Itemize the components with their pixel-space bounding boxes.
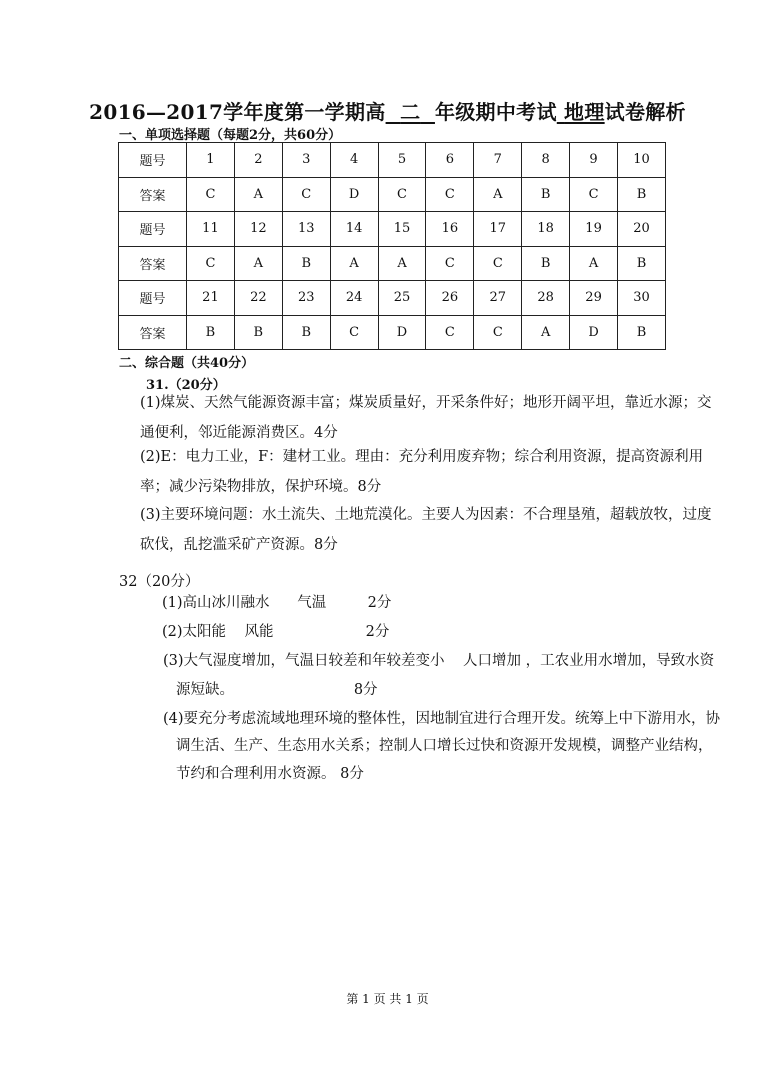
title-middle: 年级期中考试	[434, 100, 557, 124]
section1-heading: 一、单项选择题（每题2分，共60分）	[119, 128, 342, 143]
table-cell: 6	[426, 143, 474, 178]
table-cell: 9	[570, 143, 618, 178]
table-cell: C	[187, 177, 235, 212]
table-cell: B	[522, 246, 570, 281]
table-row	[119, 281, 666, 316]
table-cell: A	[234, 177, 282, 212]
table-cell: C	[426, 177, 474, 212]
table-cell: B	[282, 246, 330, 281]
table-cell: 16	[426, 212, 474, 247]
page-title	[0, 96, 775, 125]
q31-answer-2: (2)E：电力工业，F：建材工业。理由：充分利用废弃物；综合利用资源，提高资源利用率；减少污染物排放，保护环境。8分	[140, 449, 704, 495]
q32-answer-4b: 调生活、生产、生态用水关系；控制人口增长过快和资源开发规模，调整产业结构，	[176, 738, 713, 754]
table-cell: A	[378, 246, 426, 281]
table-cell: 8	[522, 143, 570, 178]
q31-heading: 31.（20分）	[146, 378, 226, 393]
table-cell: 2	[234, 143, 282, 178]
table-cell: 19	[570, 212, 618, 247]
table-cell: 12	[234, 212, 282, 247]
table-cell: B	[618, 246, 666, 281]
table-cell: C	[330, 315, 378, 350]
row-label: 题号	[119, 143, 187, 178]
q32-heading: 32（20分）	[119, 574, 200, 590]
table-cell: A	[522, 315, 570, 350]
table-cell: C	[570, 177, 618, 212]
table-cell: B	[618, 315, 666, 350]
table-cell: 18	[522, 212, 570, 247]
table-cell: 15	[378, 212, 426, 247]
table-cell: A	[474, 177, 522, 212]
table-cell: 1	[187, 143, 235, 178]
title-suffix: 试卷解析	[604, 100, 686, 124]
table-cell: C	[282, 177, 330, 212]
table-cell: C	[426, 246, 474, 281]
title-subject	[557, 100, 605, 124]
title-subject-text: 地理	[564, 100, 605, 124]
table-cell: 5	[378, 143, 426, 178]
table-cell: 25	[378, 281, 426, 316]
q31-answer-1: (1)煤炭、天然气能源资源丰富；煤炭质量好，开采条件好；地形开阔平坦，靠近水源；交通便利，邻近能源消费区。4分	[140, 395, 712, 441]
q32-answer-3b: 源短缺。 8分	[176, 682, 378, 698]
row-label: 题号	[119, 281, 187, 316]
table-cell: 3	[282, 143, 330, 178]
table-row	[119, 246, 666, 281]
table-cell: A	[330, 246, 378, 281]
q32-answer-3a: (3)大气湿度增加，气温日较差和年较差变小 人口增加 ，工农业用水增加，导致水资	[163, 653, 715, 669]
table-cell: 17	[474, 212, 522, 247]
q32-answer-4a: (4)要充分考虑流域地理环境的整体性，因地制宜进行合理开发。统筹上中下游用水，协	[163, 711, 721, 727]
table-cell: D	[330, 177, 378, 212]
table-cell: 4	[330, 143, 378, 178]
table-cell: D	[570, 315, 618, 350]
table-cell: 11	[187, 212, 235, 247]
row-label: 题号	[119, 212, 187, 247]
table-cell: 21	[187, 281, 235, 316]
table-cell: 26	[426, 281, 474, 316]
table-row	[119, 177, 666, 212]
table-cell: 28	[522, 281, 570, 316]
row-label: 答案	[119, 177, 187, 212]
table-cell: 10	[618, 143, 666, 178]
section2-heading: 二、综合题（共40分）	[119, 356, 255, 371]
row-label: 答案	[119, 246, 187, 281]
answer-table-body	[119, 143, 666, 350]
table-cell: 27	[474, 281, 522, 316]
table-row	[119, 143, 666, 178]
q32-answer-1: (1)高山冰川融水 气温 2分	[162, 595, 392, 611]
answer-table	[118, 142, 666, 350]
table-cell: C	[426, 315, 474, 350]
q31-answer-3: (3)主要环境问题：水土流失、土地荒漠化。主要人为因素：不合理垦殖，超载放牧，过度砍伐，乱挖滥采矿产资源。8分	[140, 507, 712, 553]
table-cell: 23	[282, 281, 330, 316]
table-cell: B	[522, 177, 570, 212]
table-cell: C	[474, 315, 522, 350]
table-cell: C	[187, 246, 235, 281]
table-cell: B	[234, 315, 282, 350]
table-cell: 20	[618, 212, 666, 247]
table-cell: 30	[618, 281, 666, 316]
table-cell: 22	[234, 281, 282, 316]
table-cell: A	[570, 246, 618, 281]
table-cell: D	[378, 315, 426, 350]
table-cell: 14	[330, 212, 378, 247]
title-grade	[386, 100, 435, 124]
table-cell: 7	[474, 143, 522, 178]
q32-answer-2: (2)太阳能 风能 2分	[162, 624, 390, 640]
title-prefix: 2016—2017学年度第一学期高	[89, 100, 386, 124]
title-grade-text: 二	[400, 100, 421, 124]
table-cell: B	[187, 315, 235, 350]
table-cell: 29	[570, 281, 618, 316]
table-cell: B	[618, 177, 666, 212]
table-cell: A	[234, 246, 282, 281]
table-cell: 24	[330, 281, 378, 316]
row-label: 答案	[119, 315, 187, 350]
table-row	[119, 315, 666, 350]
table-cell: C	[378, 177, 426, 212]
table-cell: C	[474, 246, 522, 281]
table-cell: B	[282, 315, 330, 350]
q32-answer-4c: 节约和合理利用水资源。 8分	[176, 766, 364, 782]
table-cell: 13	[282, 212, 330, 247]
table-row	[119, 212, 666, 247]
page-footer: 第 1 页 共 1 页	[346, 992, 429, 1006]
